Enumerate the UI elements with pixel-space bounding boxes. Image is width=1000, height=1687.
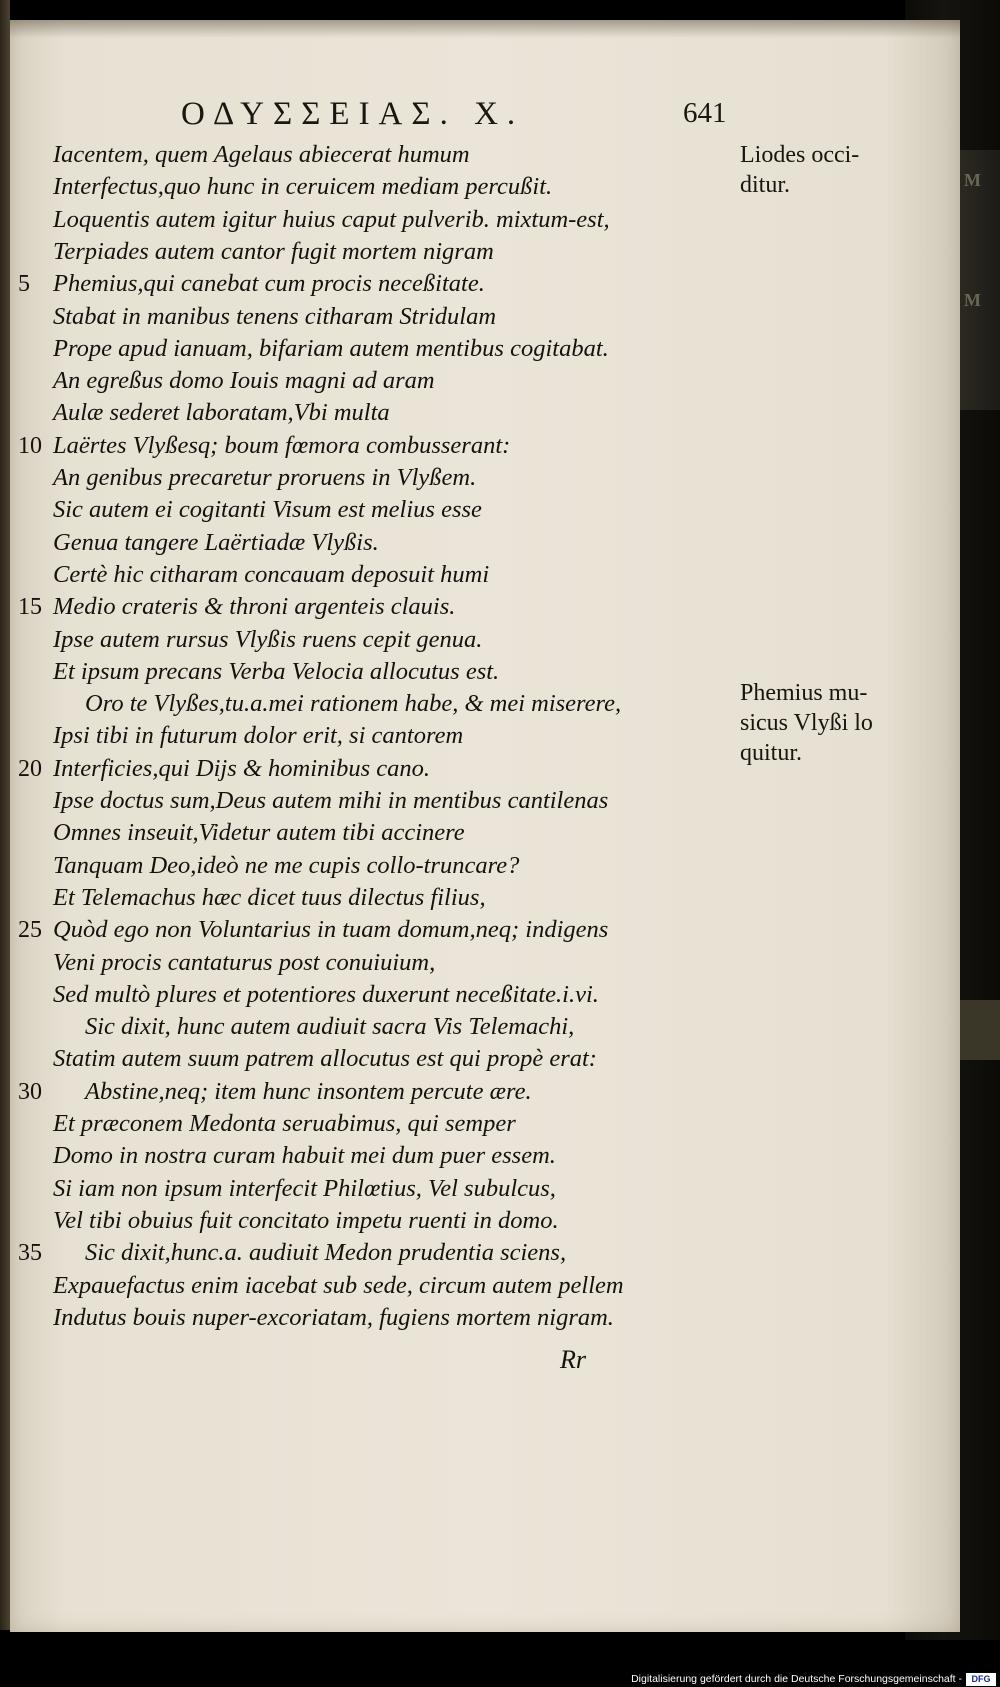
- verse-line: Aulæ sederet laboratam,Vbi multa: [53, 399, 390, 427]
- verse-line: Phemius,qui canebat cum procis neceßitate.: [53, 270, 485, 298]
- marginal-note: Phemius mu- sicus Vlyßi lo quitur.: [740, 680, 873, 766]
- line-number: 30: [18, 1078, 42, 1105]
- verse-line: Omnes inseuit,Videtur autem tibi accinere: [53, 819, 465, 847]
- verse-line: Tanquam Deo,ideò ne me cupis collo-truncare?: [53, 851, 520, 879]
- verse-line: Et præconem Medonta seruabimus, qui semper: [53, 1110, 516, 1137]
- line-number: 25: [18, 917, 42, 944]
- verse-line: Et ipsum precans Verba Velocia allocutus est.: [53, 657, 500, 685]
- verse-line: Et Telemachus hæc dicet tuus dilectus filius,: [53, 883, 486, 911]
- book-spine: [0, 0, 10, 1630]
- verse-line: Stabat in manibus tenens citharam Stridulam: [53, 302, 497, 330]
- verse-line: Loquentis autem igitur huius caput pulverib. mixtum-est,: [53, 205, 610, 233]
- verse-line: An genibus precaretur proruens in Vlyßem.: [53, 464, 477, 491]
- dfg-logo: DFG: [966, 1673, 996, 1686]
- verse-line: Medio crateris & throni argenteis clauis.: [53, 593, 456, 621]
- line-number: 5: [18, 271, 30, 298]
- verse-line: Ipse doctus sum,Deus autem mihi in mentibus cantilenas: [53, 787, 609, 814]
- verse-line: Sed multò plures et potentiores duxerunt neceßitate.i.vi.: [53, 980, 599, 1008]
- verse-line: Si iam non ipsum interfecit Philœtius, Vel subulcus,: [53, 1174, 556, 1202]
- verse-line: Sic dixit, hunc autem audiuit sacra Vis Telemachi,: [85, 1013, 575, 1041]
- digitization-credit: Digitalisierung gefördert durch die Deutsche Forschungsgemeinschaft -: [631, 1673, 962, 1685]
- line-number: 35: [18, 1240, 42, 1267]
- line-number: 20: [18, 755, 42, 782]
- verse-line: Interfectus,quo hunc in ceruicem mediam percußit.: [53, 173, 553, 201]
- page-shadow: [10, 20, 960, 38]
- verse-line: Sic dixit,hunc.a. audiuit Medon prudentia sciens,: [85, 1239, 567, 1267]
- verse-line: Oro te Vlyßes,tu.a.mei rationem habe, & mei miserere,: [85, 690, 622, 718]
- adjacent-page-edge: M M: [958, 150, 1000, 410]
- verse-line: An egreßus domo Iouis magni ad aram: [53, 367, 435, 395]
- line-number: 10: [18, 432, 42, 459]
- verse-line: Vel tibi obuius fuit concitato impetu ruenti in domo.: [53, 1206, 559, 1234]
- running-title: ΟΔΥΣΣΕΙΑΣ. Χ.: [181, 96, 525, 132]
- verse-line: Iacentem, quem Agelaus abiecerat humum: [53, 141, 470, 168]
- verse-line: Indutus bouis nuper-excoriatam, fugiens mortem nigram.: [53, 1303, 614, 1331]
- signature-mark: Rr: [560, 1345, 586, 1374]
- verse-line: Veni procis cantaturus post conuiuium,: [53, 948, 436, 976]
- verse-line: Terpiades autem cantor fugit mortem nigram: [53, 237, 494, 265]
- verse-line: Abstine,neq; item hunc insontem percute ære.: [85, 1077, 532, 1105]
- verse-line: Ipsi tibi in futurum dolor erit, si cantorem: [53, 722, 464, 750]
- marginal-note: Liodes occi- ditur.: [740, 142, 860, 198]
- verse-line: Laërtes Vlyßesq; boum fœmora combusserant:: [53, 431, 511, 459]
- verse-line: Statim autem suum patrem allocutus est qui propè erat:: [53, 1045, 597, 1073]
- verse-line: Genua tangere Laërtiadæ Vlyßis.: [53, 528, 379, 556]
- verse-line: Quòd ego non Voluntarius in tuam domum,neq; indigens: [53, 916, 609, 944]
- verse-line: Ipse autem rursus Vlyßis ruens cepit genua.: [53, 625, 483, 653]
- verse-line: Expauefactus enim iacebat sub sede, circum autem pellem: [53, 1271, 624, 1299]
- verse-line: Domo in nostra curam habuit mei dum puer essem.: [53, 1142, 556, 1170]
- verse-line: Sic autem ei cogitanti Visum est melius esse: [53, 496, 482, 524]
- page-number: 641: [683, 97, 727, 129]
- verse-line: Interficies,qui Dijs & hominibus cano.: [53, 754, 430, 782]
- line-number: 15: [18, 594, 42, 621]
- verse-line: Prope apud ianuam, bifariam autem mentibus cogitabat.: [53, 334, 609, 362]
- verse-line: Certè hic citharam concauam deposuit humi: [53, 560, 490, 588]
